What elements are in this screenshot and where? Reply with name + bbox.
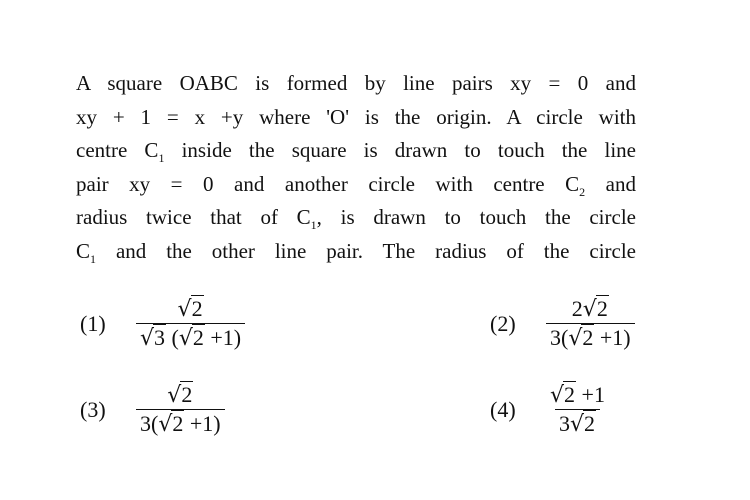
option-label: (4) bbox=[490, 396, 516, 422]
numerator-text: +1 bbox=[576, 382, 605, 407]
numerator bbox=[546, 382, 609, 409]
option-label: (3) bbox=[80, 396, 106, 422]
fraction bbox=[136, 382, 225, 437]
question-text-fragment: pair xy = 0 and another circle with centre C bbox=[76, 171, 580, 196]
sqrt-symbol: √ bbox=[582, 297, 597, 322]
question-line bbox=[76, 134, 636, 168]
numerator bbox=[568, 296, 613, 323]
numerator bbox=[174, 296, 208, 323]
question-line: A square OABC is formed by line pairs xy = 0 and bbox=[76, 71, 636, 95]
fraction bbox=[136, 296, 245, 351]
radicand: 2 bbox=[582, 325, 594, 350]
question-line bbox=[76, 235, 636, 269]
denominator-text: +1) bbox=[204, 325, 242, 350]
option-label: (2) bbox=[490, 310, 516, 336]
radicand: 2 bbox=[191, 296, 203, 321]
denominator-text: 3 bbox=[558, 411, 570, 436]
denominator-text: +1) bbox=[184, 411, 221, 436]
denominator-text: 3( bbox=[140, 411, 159, 436]
question-text-fragment: radius twice that of C bbox=[76, 205, 311, 229]
question-text bbox=[76, 67, 636, 268]
sqrt-symbol: √ bbox=[568, 326, 583, 351]
option-label: (1) bbox=[80, 310, 106, 336]
sqrt-symbol: √ bbox=[177, 297, 192, 322]
denominator bbox=[555, 409, 600, 437]
sqrt-symbol: √ bbox=[550, 383, 565, 408]
subscript: 1 bbox=[90, 251, 97, 266]
radicand: 2 bbox=[596, 296, 608, 321]
question-text-fragment: centre C bbox=[76, 138, 159, 162]
subscript: 1 bbox=[310, 218, 317, 232]
subscript: 1 bbox=[158, 151, 165, 165]
denominator-text: 3( bbox=[550, 325, 569, 350]
radicand: 2 bbox=[564, 382, 576, 407]
numerator bbox=[163, 382, 197, 409]
sqrt-symbol: √ bbox=[167, 383, 182, 408]
numerator-text: 2 bbox=[571, 296, 583, 321]
option-3[interactable] bbox=[80, 382, 225, 437]
radicand: 2 bbox=[172, 411, 184, 436]
option-4[interactable] bbox=[490, 382, 609, 437]
denominator bbox=[546, 323, 635, 351]
denominator bbox=[136, 323, 245, 351]
radicand: 2 bbox=[192, 325, 204, 350]
option-2[interactable] bbox=[490, 296, 635, 351]
fraction bbox=[546, 296, 635, 351]
question-text-fragment: and the other line pair. The radius of the circle bbox=[96, 238, 636, 263]
radicand: 3 bbox=[154, 325, 166, 350]
sqrt-symbol: √ bbox=[158, 412, 173, 437]
denominator-text: ( bbox=[166, 325, 179, 350]
sqrt-symbol: √ bbox=[178, 326, 193, 351]
question-line bbox=[76, 168, 636, 202]
sqrt-symbol: √ bbox=[140, 326, 155, 351]
sqrt-symbol: √ bbox=[569, 412, 584, 437]
question-text-fragment: and bbox=[585, 171, 636, 196]
radicand: 2 bbox=[583, 411, 595, 436]
question-text-fragment: inside the square is drawn to touch the line bbox=[164, 138, 637, 162]
question-text-fragment: C bbox=[76, 238, 91, 263]
question-line: xy + 1 = x +y where 'O' is the origin. A circle with bbox=[76, 104, 636, 129]
question-line bbox=[76, 201, 636, 235]
option-1[interactable] bbox=[80, 296, 245, 351]
fraction bbox=[546, 382, 609, 437]
subscript: 2 bbox=[579, 184, 586, 199]
radicand: 2 bbox=[181, 382, 193, 407]
denominator-text: +1) bbox=[594, 325, 631, 350]
question-text-fragment: , is drawn to touch the circle bbox=[316, 205, 636, 229]
denominator bbox=[136, 409, 225, 437]
